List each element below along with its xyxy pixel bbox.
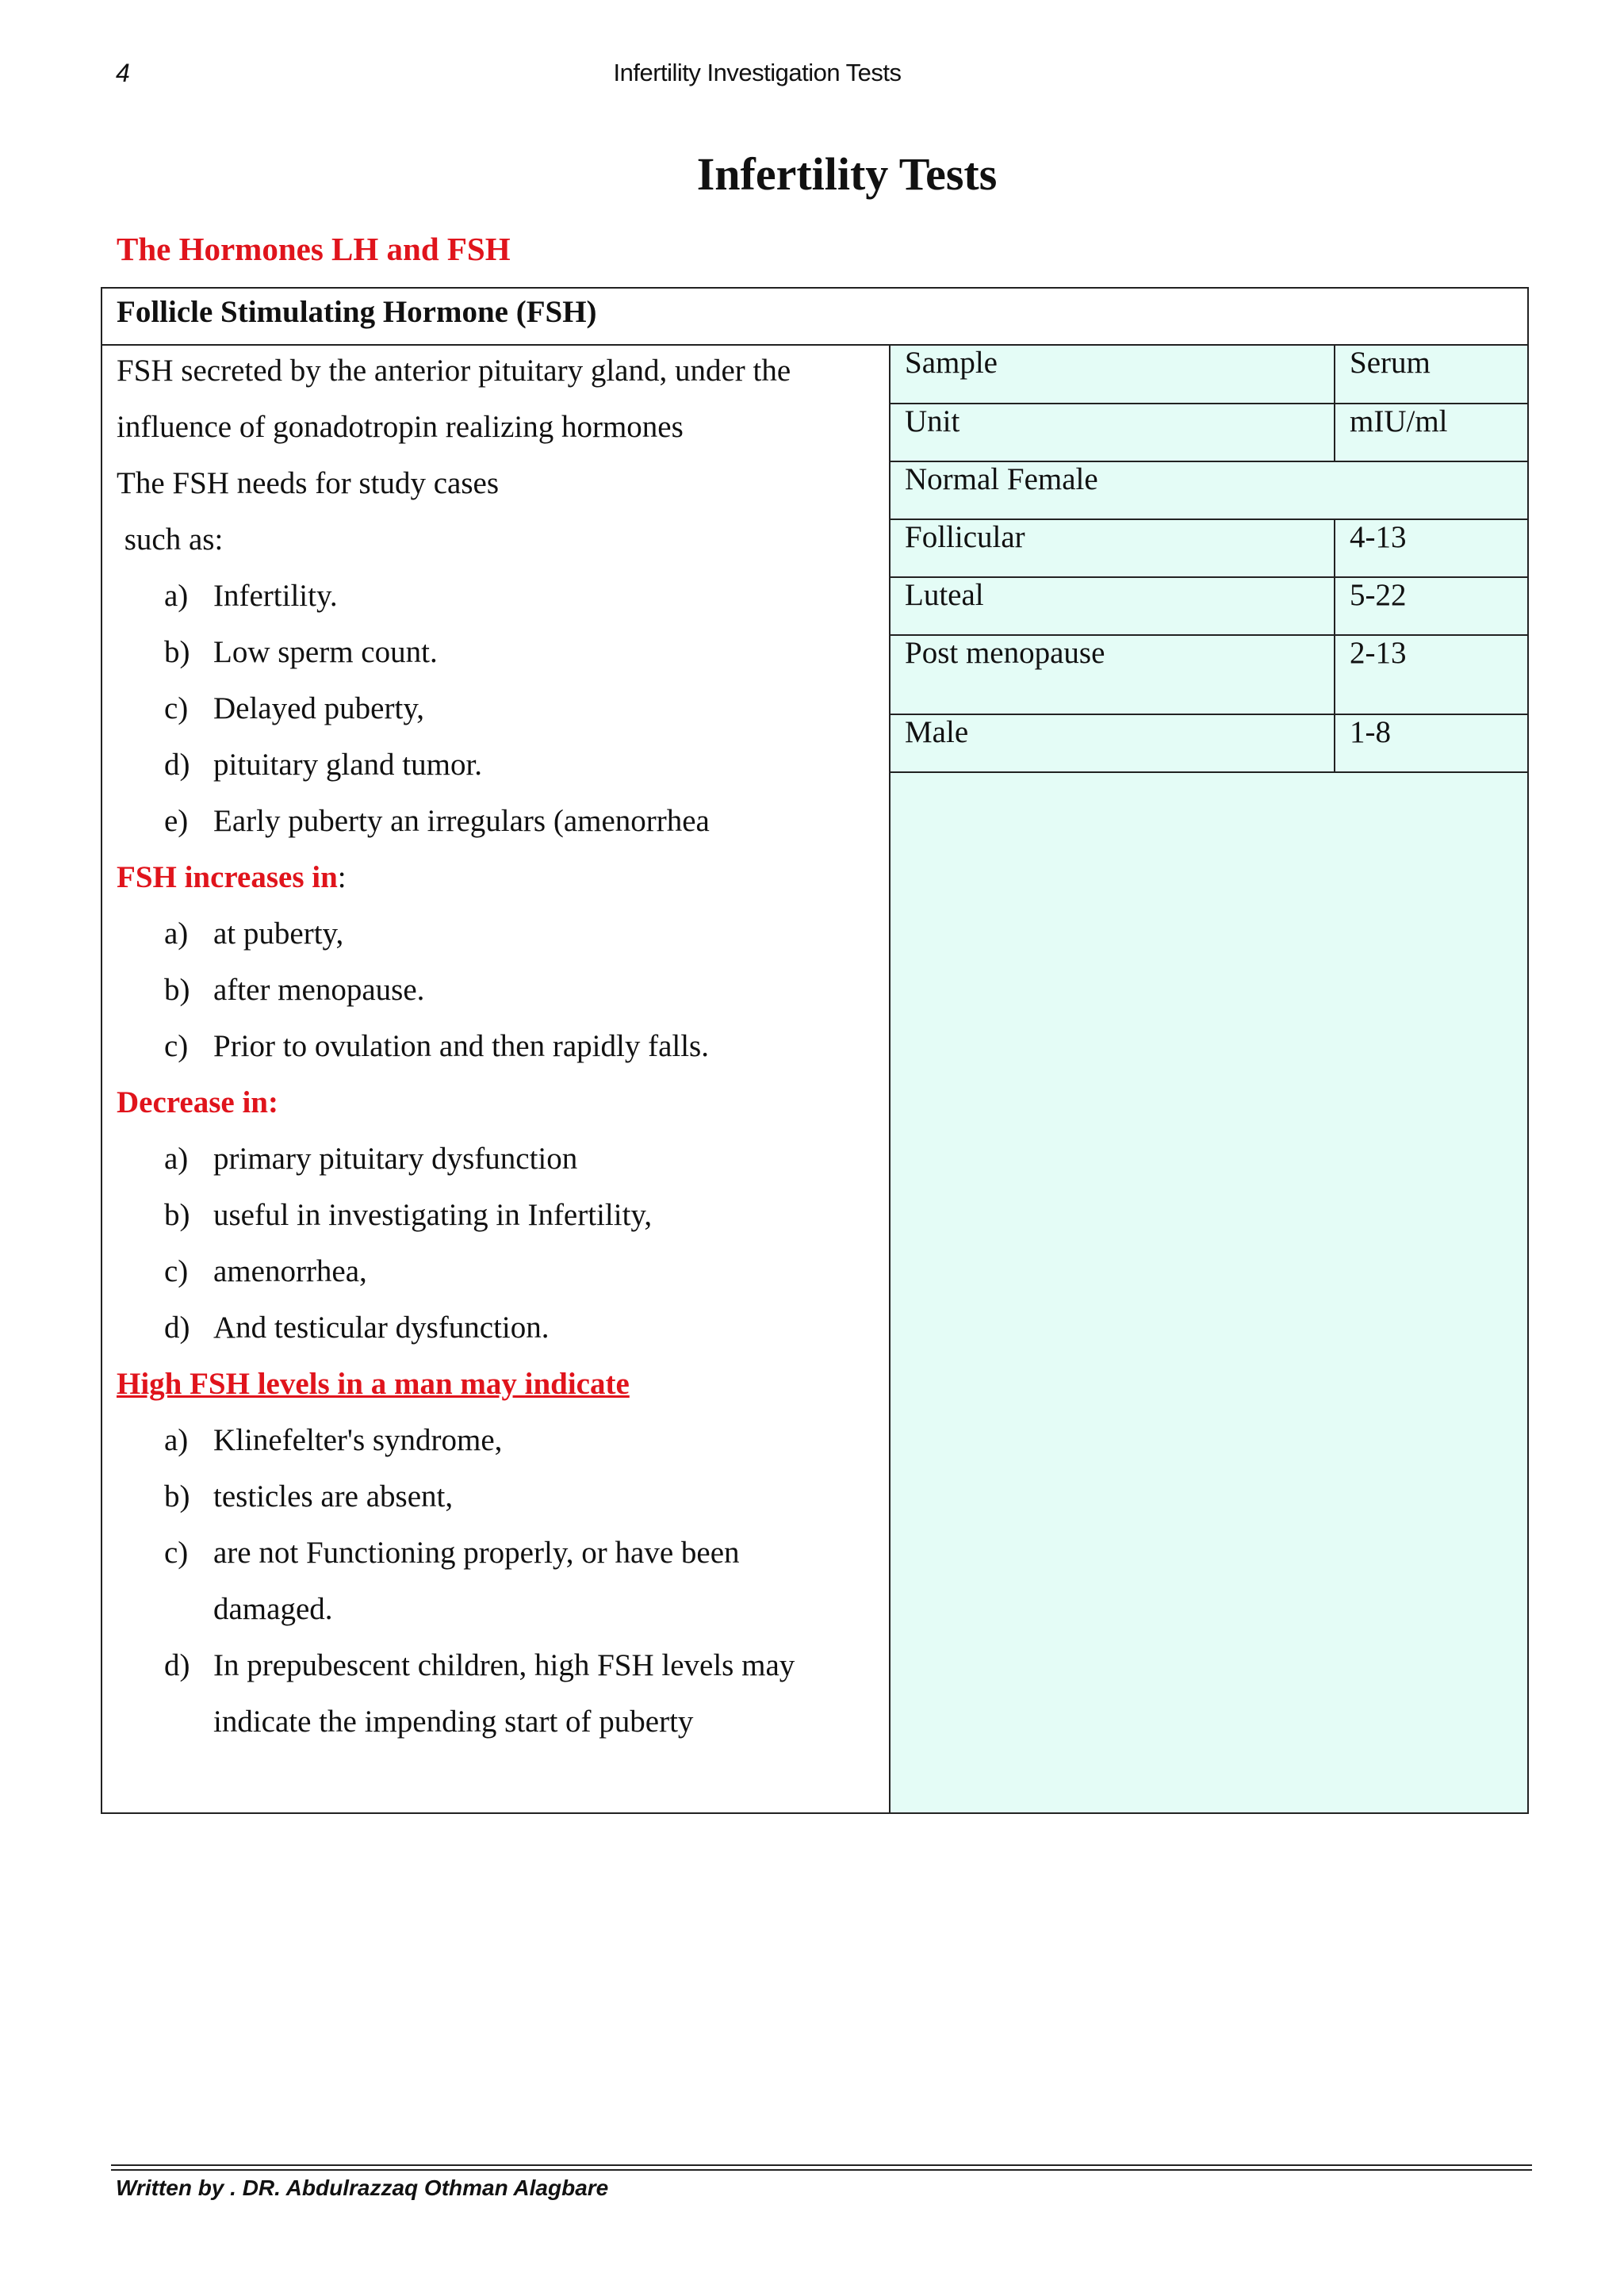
reference-cell bbox=[891, 346, 1527, 1812]
list-marker: d) bbox=[164, 748, 190, 782]
section-heading: The Hormones LH and FSH bbox=[117, 231, 511, 267]
page-number: 4 bbox=[116, 59, 130, 87]
ref-value: mIU/ml bbox=[1335, 404, 1527, 461]
list-marker: e) bbox=[164, 804, 189, 838]
table-row bbox=[891, 461, 1527, 519]
list-item bbox=[164, 1311, 550, 1345]
list-item bbox=[164, 973, 424, 1008]
increases-heading bbox=[117, 860, 347, 895]
table-row bbox=[891, 519, 1527, 577]
ref-group-label: Normal Female bbox=[891, 461, 1527, 519]
ref-value: 5-22 bbox=[1335, 577, 1527, 635]
list-item bbox=[164, 1142, 577, 1177]
list-item-text: Infertility. bbox=[213, 579, 338, 613]
list-marker: a) bbox=[164, 916, 189, 951]
reference-values-table bbox=[891, 346, 1527, 773]
list-marker: b) bbox=[164, 1479, 190, 1513]
list-item-text: after menopause. bbox=[213, 973, 425, 1007]
ref-label: Male bbox=[891, 714, 1335, 772]
list-item-text: at puberty, bbox=[213, 916, 344, 951]
list-marker: c) bbox=[164, 1536, 189, 1570]
high-fsh-heading: High FSH levels in a man may indicate bbox=[117, 1367, 630, 1401]
list-marker: c) bbox=[164, 1029, 189, 1063]
ref-value: 1-8 bbox=[1335, 714, 1527, 772]
ref-value: 4-13 bbox=[1335, 519, 1527, 577]
intro-line: such as: bbox=[117, 522, 224, 557]
list-marker: c) bbox=[164, 691, 189, 725]
list-item-text: testicles are absent, bbox=[213, 1479, 454, 1513]
increases-heading-text: FSH increases in bbox=[117, 860, 338, 894]
list-item-text: pituitary gland tumor. bbox=[213, 748, 483, 782]
table-row bbox=[891, 635, 1527, 714]
list-marker: d) bbox=[164, 1648, 190, 1682]
list-item bbox=[164, 1198, 652, 1233]
list-marker: a) bbox=[164, 1423, 189, 1457]
list-item-text: are not Functioning properly, or have been bbox=[213, 1536, 740, 1570]
list-item bbox=[164, 748, 482, 783]
footer-divider bbox=[111, 2164, 1532, 2166]
ref-value: 2-13 bbox=[1335, 635, 1527, 714]
list-item-text: useful in investigating in Infertility, bbox=[213, 1198, 653, 1232]
list-item bbox=[164, 691, 424, 726]
list-item-text: amenorrhea, bbox=[213, 1254, 367, 1288]
list-item-text: Delayed puberty, bbox=[213, 691, 425, 725]
increases-heading-colon: : bbox=[337, 860, 347, 894]
ref-label: Sample bbox=[891, 346, 1335, 404]
list-item-text: In prepubescent children, high FSH levels may bbox=[213, 1648, 795, 1682]
list-item-text: primary pituitary dysfunction bbox=[213, 1142, 578, 1176]
list-item bbox=[164, 1536, 740, 1571]
list-item bbox=[164, 1423, 502, 1458]
ref-label: Unit bbox=[891, 404, 1335, 461]
author-credit: Written by . DR. Abdulrazzaq Othman Alagbare bbox=[116, 2175, 609, 2200]
list-item-text: Prior to ovulation and then rapidly falls. bbox=[213, 1029, 709, 1063]
list-item bbox=[164, 579, 338, 614]
ref-label: Follicular bbox=[891, 519, 1335, 577]
decrease-heading: Decrease in: bbox=[117, 1085, 278, 1119]
list-item bbox=[164, 916, 343, 951]
fsh-info-table bbox=[101, 287, 1529, 1814]
list-item-continuation: damaged. bbox=[213, 1592, 333, 1626]
list-item bbox=[164, 1254, 367, 1289]
list-item-text: Klinefelter's syndrome, bbox=[213, 1423, 503, 1457]
list-item bbox=[164, 804, 710, 839]
list-item bbox=[164, 1029, 709, 1064]
intro-line: influence of gonadotropin realizing hormones bbox=[117, 410, 684, 444]
table-title: Follicle Stimulating Hormone (FSH) bbox=[102, 289, 1527, 346]
intro-line: FSH secreted by the anterior pituitary gland, under the bbox=[117, 354, 791, 388]
intro-line: The FSH needs for study cases bbox=[117, 466, 499, 500]
ref-value: Serum bbox=[1335, 346, 1527, 404]
ref-label: Post menopause bbox=[891, 635, 1335, 714]
list-item-continuation: indicate the impending start of puberty bbox=[213, 1705, 694, 1739]
table-row bbox=[891, 346, 1527, 404]
table-row bbox=[891, 404, 1527, 461]
list-marker: a) bbox=[164, 579, 189, 613]
list-item bbox=[164, 635, 438, 670]
list-item-text: Low sperm count. bbox=[213, 635, 438, 669]
list-item bbox=[164, 1479, 453, 1514]
table-row bbox=[891, 714, 1527, 772]
list-item bbox=[164, 1648, 795, 1683]
list-marker: a) bbox=[164, 1142, 189, 1176]
page-title: Infertility Tests bbox=[696, 148, 998, 200]
list-marker: b) bbox=[164, 973, 190, 1007]
list-item-text: Early puberty an irregulars (amenorrhea bbox=[213, 804, 710, 838]
table-row bbox=[891, 577, 1527, 635]
list-marker: d) bbox=[164, 1311, 190, 1345]
list-marker: b) bbox=[164, 1198, 190, 1232]
running-header-title: Infertility Investigation Tests bbox=[613, 59, 902, 86]
list-marker: c) bbox=[164, 1254, 189, 1288]
list-marker: b) bbox=[164, 635, 190, 669]
footer-divider bbox=[111, 2169, 1532, 2171]
description-cell bbox=[102, 346, 891, 1812]
ref-label: Luteal bbox=[891, 577, 1335, 635]
list-item-text: And testicular dysfunction. bbox=[213, 1311, 550, 1345]
